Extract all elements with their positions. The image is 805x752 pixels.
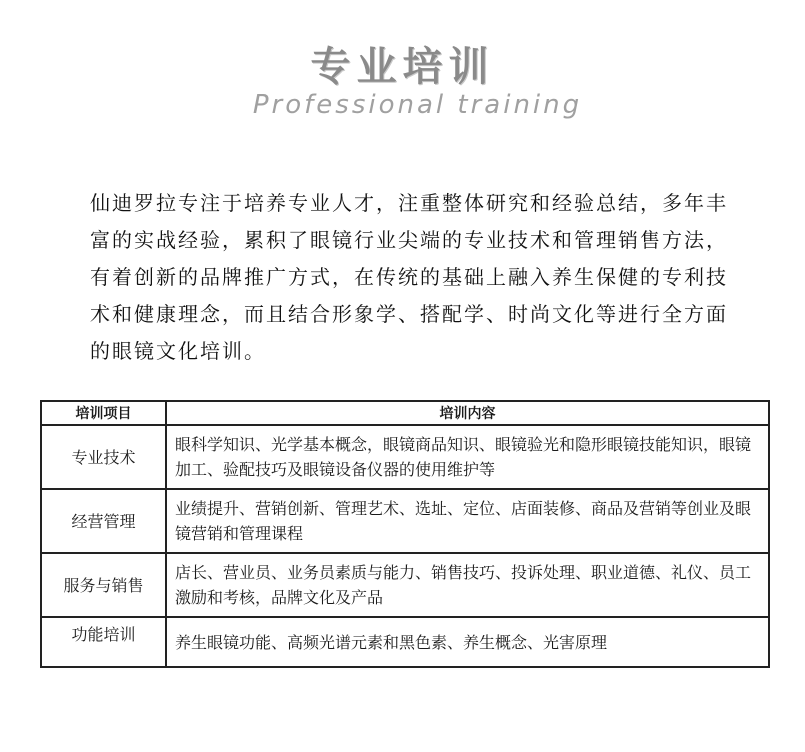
table-row <box>41 425 769 489</box>
training-content-cell: 养生眼镜功能、高频光谱元素和黑色素、养生概念、光害原理 <box>166 617 769 667</box>
column-header-item: 培训项目 <box>41 401 166 425</box>
training-item-cell: 专业技术 <box>41 425 166 489</box>
page-subtitle: Professional training <box>252 90 583 120</box>
table-row <box>41 489 769 553</box>
table-header-row <box>41 401 769 425</box>
training-table <box>40 400 770 668</box>
training-item-cell: 服务与销售 <box>41 553 166 617</box>
training-item-cell: 经营管理 <box>41 489 166 553</box>
column-header-content: 培训内容 <box>166 401 769 425</box>
training-item-cell: 功能培训 <box>41 617 166 667</box>
page-title: 专业培训 <box>310 43 495 90</box>
table-row <box>41 617 769 667</box>
intro-paragraph: 仙迪罗拉专注于培养专业人才，注重整体研究和经验总结，多年丰富的实战经验，累积了眼镜行业尖端的专业技术和管理销售方法，有着创新的品牌推广方式，在传统的基础上融入养生保健的专利技术和健康理念，而且结合形象学、搭配学、时尚文化等进行全方面的眼镜文化培训。 <box>90 191 728 363</box>
training-content-cell: 眼科学知识、光学基本概念，眼镜商品知识、眼镜验光和隐形眼镜技能知识，眼镜加工、验配技巧及眼镜设备仪器的使用维护等 <box>166 425 769 489</box>
section-header <box>0 42 805 120</box>
training-content-cell: 店长、营业员、业务员素质与能力、销售技巧、投诉处理、职业道德、礼仪、员工激励和考核，品牌文化及产品 <box>166 553 769 617</box>
training-content-cell: 业绩提升、营销创新、管理艺术、选址、定位、店面装修、商品及营销等创业及眼镜营销和管理课程 <box>166 489 769 553</box>
table-row <box>41 553 769 617</box>
